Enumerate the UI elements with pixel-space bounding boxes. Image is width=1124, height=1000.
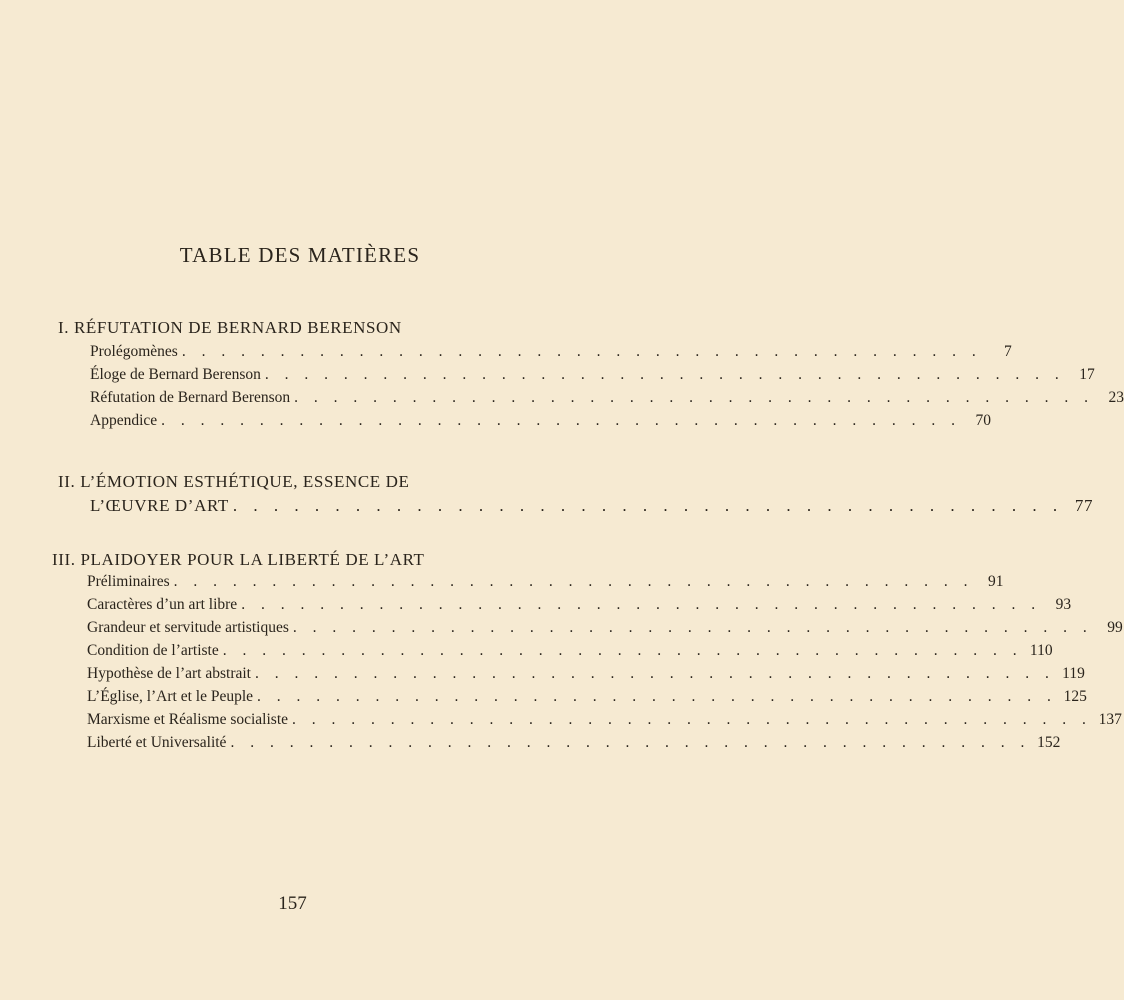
toc-entry-label: Condition de l’artiste	[87, 642, 219, 659]
toc-entry[interactable]	[87, 596, 1072, 618]
toc-entry-label: Marxisme et Réalisme socialiste	[87, 711, 289, 728]
toc-entry-label: Grandeur et servitude artistiques	[87, 619, 289, 636]
leader-dots: . . . . . . . . . . . . . . . . . . . . . . . . . . . . . . . . . . . . . . . . .	[161, 412, 962, 429]
toc-entry-label: L’ŒUVRE D’ART	[90, 496, 229, 515]
page-number: 157	[278, 893, 307, 914]
toc-entry-label: Éloge de Bernard Berenson	[90, 366, 261, 383]
section-heading-1: I. RÉFUTATION DE BERNARD BERENSON	[58, 318, 402, 337]
toc-entry[interactable]	[90, 389, 1124, 411]
toc-entry-label: Réfutation de Bernard Berenson	[90, 389, 291, 406]
leader-dots: . . . . . . . . . . . . . . . . . . . . . . . . . . . . . . . . . . . . . . . . .	[230, 734, 1031, 751]
toc-entry[interactable]	[90, 366, 1095, 388]
toc-entry-label: Liberté et Universalité	[87, 734, 227, 751]
leader-dots: . . . . . . . . . . . . . . . . . . . . . . . . . . . . . . . . . . . . . . . . .	[294, 389, 1095, 406]
toc-entry-page: 125	[1063, 688, 1087, 705]
toc-entry-page: 99	[1107, 619, 1123, 636]
leader-dots: . . . . . . . . . . . . . . . . . . . . . . . . . . . . . . . . . . . . . . . . .	[222, 642, 1023, 659]
leader-dots: . . . . . . . . . . . . . . . . . . . . . . . . . . . . . . . . . . . . . . . . .	[254, 665, 1055, 682]
toc-entry[interactable]	[87, 642, 1053, 664]
toc-entry-label: Appendice	[90, 412, 158, 429]
toc-entry[interactable]	[87, 711, 1122, 733]
toc-entry-page: 110	[1029, 642, 1053, 659]
toc-entry-label: Prolégomènes	[90, 343, 178, 360]
toc-entry-page: 23	[1108, 389, 1124, 406]
toc-entry[interactable]	[90, 412, 992, 434]
toc-entry-page: 137	[1098, 711, 1122, 728]
toc-entry[interactable]	[87, 734, 1061, 756]
toc-entry-label: Hypothèse de l’art abstrait	[87, 665, 251, 682]
toc-entry-label: Préliminaires	[87, 573, 170, 590]
toc-entry-page: 17	[1079, 366, 1095, 383]
leader-dots: . . . . . . . . . . . . . . . . . . . . . . . . . . . . . . . . . . . . . . . . .	[292, 711, 1092, 728]
toc-entry[interactable]	[87, 573, 1004, 595]
toc-entry-page: 77	[1074, 496, 1094, 515]
toc-entry[interactable]	[87, 619, 1123, 641]
leader-dots: . . . . . . . . . . . . . . . . . . . . . . . . . . . . . . . . . . . . . . . . .	[241, 596, 1042, 613]
toc-entry-page: 119	[1062, 665, 1085, 682]
leader-dots: . . . . . . . . . . . . . . . . . . . . . . . . . . . . . . . . . . . . . . . . .	[292, 619, 1093, 636]
toc-entry-page: 70	[975, 412, 992, 429]
toc-entry[interactable]	[87, 688, 1087, 710]
toc-entry-page: 91	[988, 573, 1004, 590]
toc-entry-page: 7	[1003, 343, 1012, 360]
page-title: TABLE DES MATIÈRES	[179, 243, 421, 267]
leader-dots: . . . . . . . . . . . . . . . . . . . . . . . . . . . . . . . . . . . . . . . . .	[181, 343, 982, 360]
leader-dots: . . . . . . . . . . . . . . . . . . . . . . . . . . . . . . . . . . . . . . . . .	[232, 496, 1064, 515]
toc-entry[interactable]	[90, 343, 1012, 365]
toc-entry-page: 152	[1037, 734, 1061, 751]
section-heading-3: III. PLAIDOYER POUR LA LIBERTÉ DE L’ART	[52, 550, 425, 569]
leader-dots: . . . . . . . . . . . . . . . . . . . . . . . . . . . . . . . . . . . . . . . . .	[173, 573, 974, 590]
leader-dots: . . . . . . . . . . . . . . . . . . . . . . . . . . . . . . . . . . . . . . . . .	[264, 366, 1065, 383]
section-heading-2: II. L’ÉMOTION ESTHÉTIQUE, ESSENCE DE	[58, 472, 410, 491]
toc-entry-page: 93	[1055, 596, 1072, 613]
toc-entry-label: Caractères d’un art libre	[87, 596, 238, 613]
toc-entry-label: L’Église, l’Art et le Peuple	[87, 688, 254, 705]
toc-entry[interactable]	[87, 665, 1085, 687]
toc-entry[interactable]	[90, 496, 1094, 518]
leader-dots: . . . . . . . . . . . . . . . . . . . . . . . . . . . . . . . . . . . . . . . . .	[257, 688, 1057, 705]
